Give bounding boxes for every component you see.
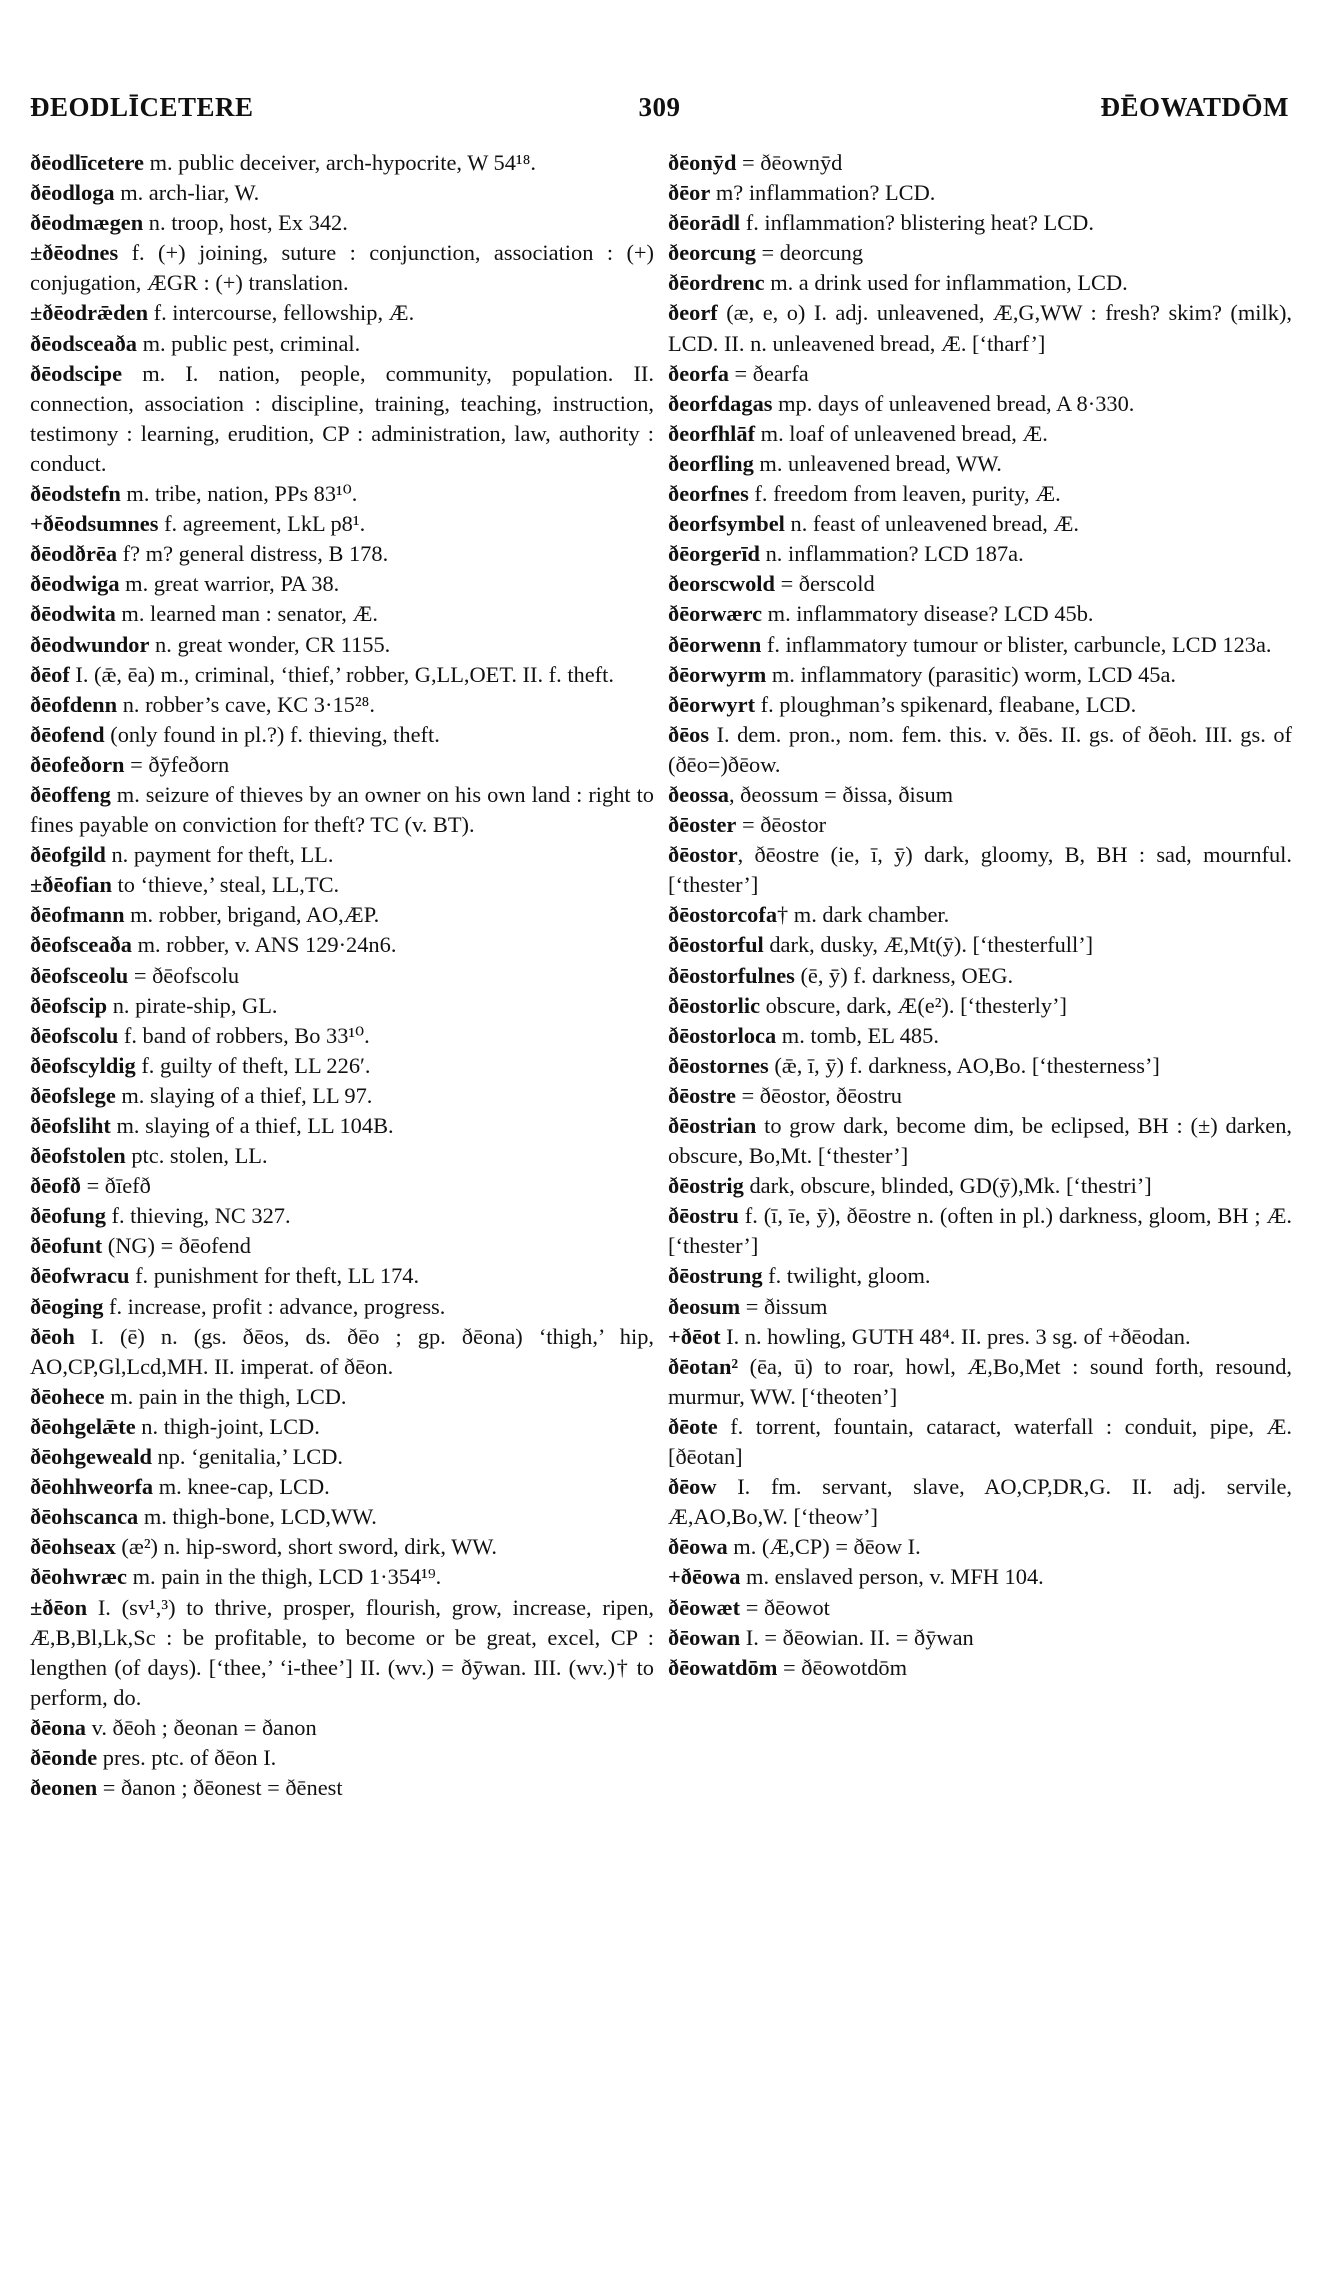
entry-headword: ðēofunt	[30, 1233, 103, 1259]
dictionary-entry	[30, 208, 654, 238]
entry-headword: ðeorfa	[668, 360, 729, 386]
entry-definition: m. robber, v. ANS 129·24n6.	[131, 932, 397, 958]
dictionary-entry	[668, 690, 1292, 720]
entry-headword: ðēotan²	[668, 1353, 739, 1379]
entry-definition: I. fm. servant, slave, AO,CP,DR,G. II. adj. servile, Æ,AO,Bo,W. [‘theow’]	[668, 1474, 1292, 1530]
header-left-guideword: ĐEODLĪCETERE	[30, 92, 254, 122]
dictionary-entry	[30, 1201, 654, 1231]
entry-definition: f. ploughman’s spikenard, fleabane, LCD.	[755, 691, 1137, 717]
entry-headword: ðēoffeng	[30, 781, 111, 807]
dictionary-entry	[30, 479, 654, 509]
dictionary-entry	[30, 1051, 654, 1081]
entry-headword: ðēofscolu	[30, 1022, 119, 1048]
entry-headword: ðēostor	[668, 842, 738, 868]
entry-headword: ðēofgild	[30, 842, 106, 868]
entry-definition: m. loaf of unleavened bread, Æ.	[755, 420, 1048, 446]
dictionary-entry	[668, 1261, 1292, 1291]
entry-definition: , ðēostre (ie, ī, ȳ) dark, gloomy, B, BH : sad, mournful. [‘thester’]	[668, 842, 1292, 898]
dictionary-entry	[30, 1472, 654, 1502]
entry-definition: = ðissum	[740, 1293, 828, 1319]
entry-headword: ðēodðrēa	[30, 541, 118, 567]
dictionary-entry	[30, 329, 654, 359]
entry-definition: , ðeossum = ðissa, ðisum	[728, 781, 954, 807]
entry-definition: m. I. nation, people, community, population. II. connection, association : discipline, training, teaching, instruction, testimony : learning, erudition, CP : administration, law, authority : conduct.	[30, 360, 654, 476]
entry-definition: pres. ptc. of ðēon I.	[97, 1744, 277, 1770]
dictionary-entry	[30, 1442, 654, 1472]
entry-headword: ðēorgerīd	[668, 541, 761, 567]
dictionary-entry	[30, 1382, 654, 1412]
entry-definition: m. arch-liar, W.	[114, 180, 260, 206]
entry-definition: m. slaying of a thief, LL 97.	[115, 1082, 373, 1108]
dictionary-entry	[30, 148, 654, 178]
entry-headword: ðeorf	[668, 300, 718, 326]
dictionary-entry	[668, 930, 1292, 960]
dictionary-entry	[30, 1081, 654, 1111]
dictionary-entry	[668, 449, 1292, 479]
entry-headword: ðēohhweorfa	[30, 1474, 154, 1500]
entry-headword: ðēohgelǣte	[30, 1413, 136, 1439]
entry-definition: (ē, ȳ) f. darkness, OEG.	[794, 962, 1014, 988]
entry-headword: ðēowatdōm	[668, 1654, 778, 1680]
entry-headword: ðēodwundor	[30, 631, 150, 657]
entry-definition: f. punishment for theft, LL 174.	[129, 1263, 420, 1289]
dictionary-entry	[668, 991, 1292, 1021]
dictionary-entry	[30, 930, 654, 960]
entry-headword: ðēonde	[30, 1744, 98, 1770]
entry-headword: ðeorcung	[668, 240, 756, 266]
entry-definition: = ðerscold	[774, 571, 875, 597]
entry-headword: ðēona	[30, 1714, 86, 1740]
dictionary-entry	[30, 509, 654, 539]
entry-definition: m. great warrior, PA 38.	[119, 571, 340, 597]
dictionary-entry	[668, 148, 1292, 178]
dictionary-entry	[668, 509, 1292, 539]
entry-headword: ðēostorcofa	[668, 902, 778, 928]
entry-definition: I. (ē) n. (gs. ðēos, ds. ðēo ; gp. ðēona) ‘thigh,’ hip, AO,CP,Gl,Lcd,MH. II. imperat. of ðēon.	[30, 1323, 654, 1379]
dictionary-entry	[668, 780, 1292, 810]
dictionary-entry	[30, 750, 654, 780]
entry-headword: ðeorscwold	[668, 571, 775, 597]
entry-definition: dark, obscure, blinded, GD(ȳ),Mk. [‘thestri’]	[743, 1173, 1152, 1199]
entry-headword: ðēordrenc	[668, 270, 765, 296]
header-right-guideword: ĐĒOWATDŌM	[1100, 92, 1289, 122]
entry-definition: mp. days of unleavened bread, A 8·330.	[772, 390, 1135, 416]
entry-headword: ðēostornes	[668, 1052, 769, 1078]
entry-definition: = ðēowot	[740, 1594, 830, 1620]
entry-definition: m. tribe, nation, PPs 83¹⁰.	[120, 481, 358, 507]
page-header	[30, 92, 1289, 132]
entry-headword: ðēostrung	[668, 1263, 763, 1289]
dictionary-entry	[668, 569, 1292, 599]
dictionary-entry	[668, 660, 1292, 690]
dictionary-entry	[668, 810, 1292, 840]
dictionary-entry	[668, 1593, 1292, 1623]
entry-definition: n. robber’s cave, KC 3·15²⁸.	[117, 691, 375, 717]
entry-headword: +ðēot	[668, 1323, 721, 1349]
entry-headword: ðēorwyrt	[668, 691, 756, 717]
entry-headword: ðēodwita	[30, 601, 116, 627]
dictionary-entry	[30, 660, 654, 690]
entry-headword: ðēohgeweald	[30, 1444, 152, 1470]
entry-headword: ðēodsceaða	[30, 330, 137, 356]
entry-definition: m. knee-cap, LCD.	[153, 1474, 330, 1500]
dictionary-entry	[668, 1051, 1292, 1081]
entry-definition: (ēa, ū) to roar, howl, Æ,Bo,Met : sound forth, resound, murmur, WW. [‘theoten’]	[668, 1353, 1292, 1409]
dictionary-entry	[668, 1081, 1292, 1111]
dictionary-entry	[30, 780, 654, 840]
entry-headword: ðeossa	[668, 781, 729, 807]
entry-headword: ðēoster	[668, 812, 737, 838]
dictionary-entry	[30, 298, 654, 328]
entry-headword: ±ðēodrǣden	[30, 300, 149, 326]
entry-headword: ðēodlīcetere	[30, 150, 144, 175]
dictionary-entry	[30, 1713, 654, 1743]
entry-definition: m? inflammation? LCD.	[710, 180, 936, 206]
entry-headword: ðēostorful	[668, 932, 764, 958]
dictionary-entry	[668, 268, 1292, 298]
entry-headword: ðeorfling	[668, 450, 754, 476]
dictionary-entry	[668, 900, 1292, 930]
dictionary-entry	[668, 1292, 1292, 1322]
dictionary-entry	[668, 178, 1292, 208]
dictionary-entry	[668, 238, 1292, 268]
entry-definition: v. ðēoh ; ðeonan = ðanon	[85, 1714, 317, 1740]
entry-headword: ðēofmann	[30, 902, 125, 928]
dictionary-entry	[668, 1111, 1292, 1171]
entry-headword: ðeosum	[668, 1293, 741, 1319]
dictionary-entry	[30, 630, 654, 660]
entry-headword: ðēofscip	[30, 992, 108, 1018]
entry-definition: n. troop, host, Ex 342.	[143, 210, 348, 236]
dictionary-entry	[668, 359, 1292, 389]
entry-headword: ðēof	[30, 661, 70, 687]
entry-headword: ðēostorloca	[668, 1022, 777, 1048]
dictionary-entry	[30, 870, 654, 900]
dictionary-entry	[30, 1322, 654, 1382]
entry-definition: f. increase, profit : advance, progress.	[103, 1293, 446, 1319]
entry-headword: ðēofscyldig	[30, 1052, 136, 1078]
dictionary-entry	[30, 690, 654, 720]
dictionary-entry	[668, 1623, 1292, 1653]
dictionary-entry	[668, 389, 1292, 419]
entry-definition: I. (sv¹,³) to thrive, prosper, flourish, grow, increase, ripen, Æ,B,Bl,Lk,Sc : be profitable, to become or be great, excel, CP : lengthen (of days). [‘thee,’ ‘i-thee’] II. (wv.) = ðȳwan. III. (wv.)† to perform, do.	[30, 1594, 654, 1710]
dictionary-entry	[668, 479, 1292, 509]
dictionary-entry	[30, 1743, 654, 1773]
entry-headword: ðēostorfulnes	[668, 962, 795, 988]
entry-headword: ðēodmægen	[30, 210, 144, 236]
dictionary-entry	[30, 1141, 654, 1171]
dictionary-entry	[30, 178, 654, 208]
entry-headword: ðēorwærc	[668, 601, 763, 627]
entry-headword: ðēorwenn	[668, 631, 762, 657]
entry-headword: ðēofeðorn	[30, 751, 125, 777]
dictionary-entry	[668, 1562, 1292, 1592]
entry-definition: m. pain in the thigh, LCD.	[104, 1383, 347, 1409]
entry-definition: I. dem. pron., nom. fem. this. v. ðēs. II. gs. of ðēoh. III. gs. of (ðēo=)ðēow.	[668, 721, 1292, 777]
entry-definition: to ‘thieve,’ steal, LL,TC.	[111, 872, 340, 898]
entry-definition: † m. dark chamber.	[777, 902, 950, 928]
dictionary-entry	[668, 1322, 1292, 1352]
entry-headword: ðēowa	[668, 1534, 728, 1560]
entry-headword: ðēow	[668, 1474, 717, 1500]
entry-definition: I. (ǣ, ēa) m., criminal, ‘thief,’ robber, G,LL,OET. II. f. theft.	[69, 661, 614, 687]
dictionary-entry	[30, 900, 654, 930]
entry-definition: f. twilight, gloom.	[762, 1263, 931, 1289]
dictionary-entry	[668, 419, 1292, 449]
entry-definition: = deorcung	[755, 240, 864, 266]
dictionary-entry	[30, 569, 654, 599]
entry-definition: m. (Æ,CP) = ðēow I.	[727, 1534, 921, 1560]
dictionary-entry	[30, 840, 654, 870]
dictionary-entry	[30, 599, 654, 629]
entry-headword: ðēodscipe	[30, 360, 123, 386]
dictionary-entry	[30, 1171, 654, 1201]
entry-headword: ðeorfhlāf	[668, 420, 756, 446]
entry-headword: ðēofdenn	[30, 691, 118, 717]
entry-headword: ðeorfsymbel	[668, 511, 785, 537]
entry-headword: ðēofend	[30, 721, 105, 747]
entry-headword: ðēofsliht	[30, 1113, 111, 1138]
entry-definition: = ðīefð	[80, 1173, 151, 1199]
dictionary-entry	[30, 991, 654, 1021]
entry-headword: ðēofslege	[30, 1082, 116, 1108]
entry-headword: ðēohscanca	[30, 1504, 139, 1530]
entry-headword: ðēorādl	[668, 210, 741, 236]
dictionary-entry	[30, 359, 654, 479]
dictionary-entry	[668, 298, 1292, 358]
dictionary-entry	[30, 1021, 654, 1051]
entry-definition: m. learned man : senator, Æ.	[115, 601, 378, 627]
entry-definition: = ðēownȳd	[736, 150, 843, 175]
entry-definition: m. public pest, criminal.	[136, 330, 361, 356]
entry-headword: ðēodstefn	[30, 481, 121, 507]
dictionary-entry	[30, 1532, 654, 1562]
entry-headword: ðēoh	[30, 1323, 75, 1349]
dictionary-entry	[668, 840, 1292, 900]
entry-definition: ptc. stolen, LL.	[125, 1143, 268, 1169]
entry-headword: ðeonen	[30, 1775, 98, 1801]
dictionary-entry	[668, 630, 1292, 660]
dictionary-entry	[668, 720, 1292, 780]
entry-headword: ðēostre	[668, 1082, 736, 1108]
entry-definition: f. thieving, NC 327.	[105, 1203, 291, 1229]
entry-definition: f. agreement, LkL p8¹.	[158, 511, 366, 537]
entry-headword: ±ðēofian	[30, 872, 112, 898]
entry-definition: f. (+) joining, suture : conjunction, association : (+) conjugation, ÆGR : (+) translation.	[30, 240, 654, 296]
entry-definition: = ðȳfeðorn	[124, 751, 230, 777]
entry-headword: ±ðēodnes	[30, 240, 119, 266]
entry-headword: ðeorfnes	[668, 481, 749, 507]
entry-definition: m. enslaved person, v. MFH 104.	[740, 1564, 1044, 1590]
entry-headword: ðēohseax	[30, 1534, 116, 1560]
page-number: 309	[638, 92, 681, 122]
right-column	[668, 148, 1292, 1683]
entry-definition: to grow dark, become dim, be eclipsed, BH : (±) darken, obscure, Bo,Mt. [‘thester’]	[668, 1113, 1292, 1169]
entry-definition: m. thigh-bone, LCD,WW.	[138, 1504, 377, 1530]
entry-headword: ðēodwiga	[30, 571, 120, 597]
dictionary-entry	[30, 1231, 654, 1261]
entry-headword: ðēowæt	[668, 1594, 741, 1620]
entry-headword: ðēonȳd	[668, 150, 737, 175]
entry-definition: f. band of robbers, Bo 33¹⁰.	[118, 1022, 370, 1048]
entry-headword: ðēote	[668, 1413, 718, 1439]
entry-headword: ðēofwracu	[30, 1263, 130, 1289]
entry-definition: n. payment for theft, LL.	[105, 842, 334, 868]
entry-definition: n. great wonder, CR 1155.	[149, 631, 391, 657]
entry-headword: ðēodloga	[30, 180, 115, 206]
dictionary-entry	[668, 961, 1292, 991]
dictionary-entry	[30, 238, 654, 298]
entry-definition: m. inflammatory disease? LCD 45b.	[762, 601, 1094, 627]
entry-definition: n. feast of unleavened bread, Æ.	[784, 511, 1079, 537]
entry-headword: ðēos	[668, 721, 710, 747]
dictionary-entry	[30, 1562, 654, 1592]
entry-definition: f. inflammation? blistering heat? LCD.	[740, 210, 1094, 236]
entry-definition: n. pirate-ship, GL.	[107, 992, 278, 1018]
dictionary-entry	[668, 1653, 1292, 1683]
dictionary-entry	[30, 1292, 654, 1322]
dictionary-entry	[668, 1352, 1292, 1412]
entry-definition: f. (ī, īe, ȳ), ðēostre n. (often in pl.) darkness, gloom, BH ; Æ. [‘thester’]	[668, 1203, 1292, 1259]
entry-headword: ðēorwyrm	[668, 661, 767, 687]
entry-definition: f. freedom from leaven, purity, Æ.	[748, 481, 1061, 507]
entry-definition: = ðearfa	[728, 360, 809, 386]
entry-definition: m. slaying of a thief, LL 104B.	[110, 1113, 394, 1138]
entry-definition: (NG) = ðēofend	[102, 1233, 251, 1259]
dictionary-entry	[668, 1472, 1292, 1532]
entry-headword: ðēostrian	[668, 1113, 757, 1138]
entry-definition: m. pain in the thigh, LCD 1·354¹⁹.	[127, 1564, 442, 1590]
entry-definition: m. robber, brigand, AO,ÆP.	[124, 902, 380, 928]
entry-definition: m. seizure of thieves by an owner on his own land : right to fines payable on conviction for theft? TC (v. BT).	[30, 781, 654, 838]
entry-definition: (only found in pl.?) f. thieving, theft.	[104, 721, 440, 747]
entry-definition: f. intercourse, fellowship, Æ.	[148, 300, 415, 326]
dictionary-entry	[668, 208, 1292, 238]
entry-headword: +ðēowa	[668, 1564, 741, 1590]
dictionary-entry	[30, 1412, 654, 1442]
dictionary-entry	[668, 1412, 1292, 1472]
entry-definition: f. inflammatory tumour or blister, carbuncle, LCD 123a.	[761, 631, 1272, 657]
entry-definition: = ðanon ; ðēonest = ðēnest	[97, 1775, 343, 1801]
entry-headword: ðēofsceolu	[30, 962, 129, 988]
entry-definition: = ðēostor, ðēostru	[735, 1082, 902, 1108]
left-column	[30, 148, 654, 1803]
entry-definition: = ðēofscolu	[128, 962, 240, 988]
entry-definition: n. inflammation? LCD 187a.	[760, 541, 1024, 567]
entry-headword: ðēohwræc	[30, 1564, 127, 1590]
entry-definition: m. a drink used for inflammation, LCD.	[764, 270, 1128, 296]
entry-headword: ðēofung	[30, 1203, 106, 1229]
dictionary-entry	[668, 1201, 1292, 1261]
entry-headword: ðeorfdagas	[668, 390, 773, 416]
entry-headword: ðēostorlic	[668, 992, 761, 1018]
entry-definition: I. n. howling, GUTH 48⁴. II. pres. 3 sg. of +ðēodan.	[720, 1323, 1191, 1349]
dictionary-entry	[668, 539, 1292, 569]
dictionary-entry	[30, 1111, 654, 1141]
dictionary-entry	[30, 539, 654, 569]
entry-definition: m. public deceiver, arch-hypocrite, W 54¹⁸.	[143, 150, 537, 175]
entry-headword: ðēofð	[30, 1173, 81, 1199]
entry-definition: dark, dusky, Æ,Mt(ȳ). [‘thesterfull’]	[763, 932, 1094, 958]
entry-definition: (æ, e, o) I. adj. unleavened, Æ,G,WW : fresh? skim? (milk), LCD. II. n. unleavened bread, Æ. [‘tharf’]	[668, 300, 1292, 356]
entry-definition: f. guilty of theft, LL 226′.	[135, 1052, 371, 1078]
entry-definition: f? m? general distress, B 178.	[117, 541, 389, 567]
entry-headword: +ðēodsumnes	[30, 511, 159, 537]
entry-definition: np. ‘genitalia,’ LCD.	[151, 1444, 344, 1470]
entry-definition: obscure, dark, Æ(e²). [‘thesterly’]	[760, 992, 1068, 1018]
entry-headword: ðēostrig	[668, 1173, 744, 1199]
entry-headword: ðēofstolen	[30, 1143, 126, 1169]
entry-definition: (ǣ, ī, ȳ) f. darkness, AO,Bo. [‘thesterness’]	[768, 1052, 1160, 1078]
entry-definition: = ðēowotdōm	[777, 1654, 907, 1680]
entry-definition: m. unleavened bread, WW.	[753, 450, 1002, 476]
entry-definition: (æ²) n. hip-sword, short sword, dirk, WW.	[115, 1534, 497, 1560]
entry-headword: ðēofsceaða	[30, 932, 132, 958]
entry-definition: f. torrent, fountain, cataract, waterfall : conduit, pipe, Æ. [ðēotan]	[668, 1413, 1292, 1470]
dictionary-entry	[668, 1021, 1292, 1051]
entry-definition: n. thigh-joint, LCD.	[135, 1413, 320, 1439]
entry-definition: = ðēostor	[736, 812, 827, 838]
dictionary-entry	[30, 961, 654, 991]
dictionary-entry	[30, 1593, 654, 1713]
dictionary-entry	[668, 1532, 1292, 1562]
entry-definition: I. = ðēowian. II. = ðȳwan	[740, 1624, 974, 1650]
entry-headword: ðēoging	[30, 1293, 104, 1319]
entry-definition: m. inflammatory (parasitic) worm, LCD 45a.	[766, 661, 1177, 687]
entry-headword: ðēohece	[30, 1383, 105, 1409]
entry-headword: ðēor	[668, 180, 711, 206]
entry-headword: ±ðēon	[30, 1594, 88, 1620]
dictionary-entry	[668, 1171, 1292, 1201]
dictionary-entry	[30, 720, 654, 750]
dictionary-entry	[30, 1773, 654, 1803]
entry-headword: ðēostru	[668, 1203, 739, 1229]
entry-headword: ðēowan	[668, 1624, 741, 1650]
dictionary-entry	[30, 1502, 654, 1532]
entry-definition: m. tomb, EL 485.	[776, 1022, 939, 1048]
dictionary-entry	[30, 1261, 654, 1291]
dictionary-entry	[668, 599, 1292, 629]
